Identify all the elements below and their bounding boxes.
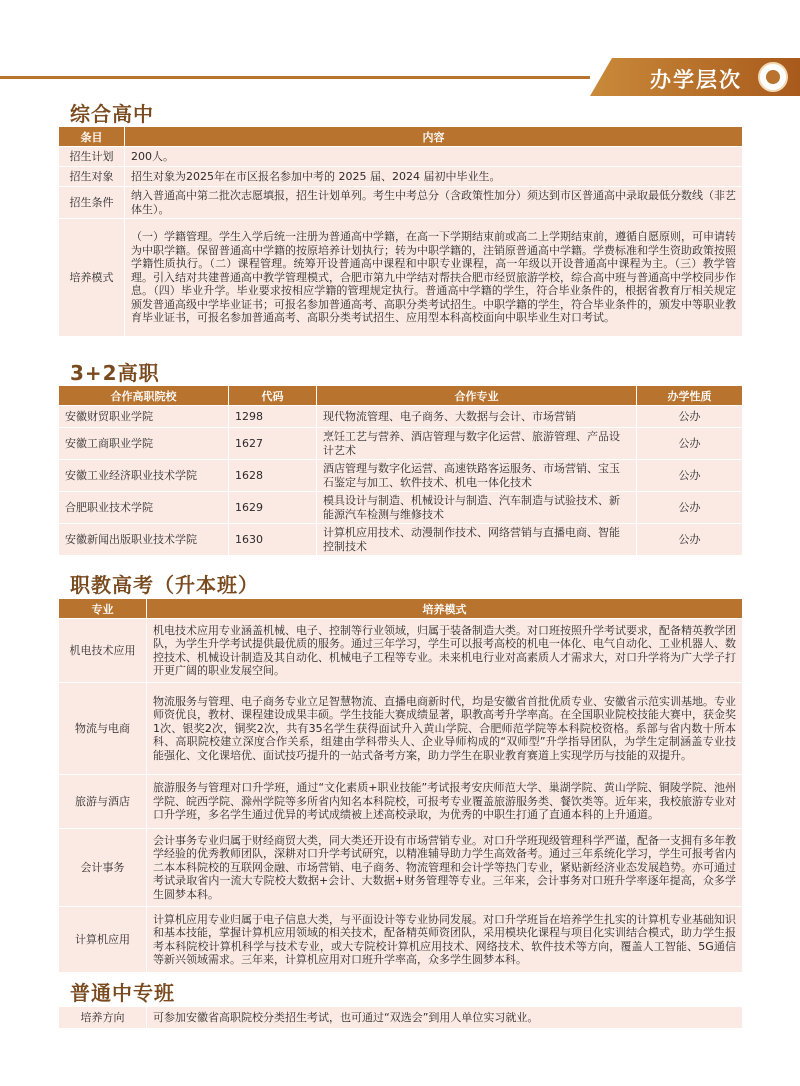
school-code: 1298 [229,406,317,428]
table-row [59,619,743,683]
major-name: 旅游与酒店 [59,775,147,829]
training-mode: 物流服务与管理、电子商务专业立足智慧物流、直播电商新时代，均是安徽省首批优质专业、安徽省示范实训基地。专业师资优良，教材、课程建设成果丰硕。学生技能大赛成绩显著，职教高考升学率高。在全国职业院校技能大赛中，获金奖1次、银奖2次，铜奖2次，共有35名学生获得面试升入黄山学院、合肥师范学院等本科院校资格。系部与省内数十所本科、高职院校建立深度合作关系，组建由学科带头人、企业导师构成的“双师型”升学指导团队，为学生定制涵盖专业技能强化、文化课培优、面试技巧提升的一站式备考方案，助力学生在职业教育赛道上实现学历与技能的双提升。 [147,683,743,775]
majors: 酒店管理与数字化运营、高速铁路客运服务、市场营销、宝玉石鉴定与加工、软件技术、机电一体化技术 [317,460,637,492]
page-title: 办学层次 [650,68,742,92]
majors: 模具设计与制造、机械设计与制造、汽车制造与试验技术、新能源汽车检测与维修技术 [317,492,637,524]
nature: 公办 [637,406,743,428]
table-row [59,406,743,428]
majors: 计算机应用技术、动漫制作技术、网络营销与直播电商、智能控制技术 [317,524,637,556]
table-row [59,187,743,219]
section-title-zhijiao: 职教高考（升本班） [70,573,259,597]
majors: 现代物流管理、电子商务、大数据与会计、市场营销 [317,406,637,428]
table-row [59,460,743,492]
school-logo-icon [758,62,788,92]
table-row [59,219,743,337]
major-name: 物流与电商 [59,683,147,775]
school-name: 安徽新闻出版职业技术学院 [59,524,229,556]
training-mode: 计算机应用专业归属于电子信息大类，与平面设计等专业协同发展。对口升学班旨在培养学生扎实的计算机专业基础知识和基本技能，掌握计算机应用领域的相关技术，配备精英师资团队，采用模块化课程与项目化实训结合模式，助力学生报考本科院校计算机科学与技术专业，或大专院校计算机应用技术、网络技术、软件技术等方向，覆盖人工智能、5G通信等新兴领域需求。三年来，计算机应用对口班升学率高，众多学生圆梦本科。 [147,907,743,973]
majors: 烹饪工艺与营养、酒店管理与数字化运营、旅游管理、产品设计艺术 [317,428,637,460]
table-row [59,683,743,775]
table-row [59,775,743,829]
major-name: 会计事务 [59,829,147,907]
school-code: 1627 [229,428,317,460]
table-putong [58,1006,743,1029]
column-header: 专业 [59,599,147,619]
school-name: 安徽工业经济职业技术学院 [59,460,229,492]
nature: 公办 [637,492,743,524]
header-rule [0,76,590,79]
table-row [59,907,743,973]
table-sanjiaer [58,385,743,556]
row-label: 培养模式 [59,219,125,337]
row-label: 招生条件 [59,187,125,219]
school-name: 安徽财贸职业学院 [59,406,229,428]
school-code: 1628 [229,460,317,492]
table-row [59,524,743,556]
training-mode: 会计事务专业归属于财经商贸大类，同大类还开设有市场营销专业。对口升学班现级管理科学严谨，配备一支拥有多年教学经验的优秀教师团队，深耕对口升学考试研究，以精准辅导助力学生高效备考。通过三年系统化学习，学生可报考省内二本本科院校的互联网金融、市场营销、电子商务、物流管理和会计学等热门专业，紧贴新经济业态发展趋势。亦可通过考试录取省内一流大专院校大数据+会计、大数据+财务管理等专业。三年来，会计事务对口班升学率逐年提高，众多学生圆梦本科。 [147,829,743,907]
row-content: 招生对象为2025年在市区报名参加中考的 2025 届、2024 届初中毕业生。 [125,167,743,187]
column-header: 条目 [59,127,125,147]
major-name: 计算机应用 [59,907,147,973]
table-row [59,428,743,460]
row-label: 培养方向 [59,1007,147,1029]
section-title-putong: 普通中专班 [70,981,175,1005]
row-content: 可参加安徽省高职院校分类招生考试，也可通过“双选会”到用人单位实习就业。 [147,1007,743,1029]
table-row [59,1007,743,1029]
row-content: 纳入普通高中第二批次志愿填报，招生计划单列。考生中考总分（含政策性加分）须达到市区普通高中录取最低分数线（非艺体生）。 [125,187,743,219]
school-code: 1629 [229,492,317,524]
column-header: 代码 [229,386,317,406]
column-header: 合作高职院校 [59,386,229,406]
table-zhijiao [58,598,743,973]
row-label: 招生对象 [59,167,125,187]
column-header: 培养模式 [147,599,743,619]
training-mode: 机电技术应用专业涵盖机械、电子、控制等行业领域，归属于装备制造大类。对口班按照升学考试要求，配备精英教学团队，为学生升学考试提供最优质的服务。通过三年学习，学生可以报考高校的机电一体化、电气自动化、工业机器人、数控技术、机械设计制造及其自动化、机械电子工程等专业。未来机电行业对高素质人才需求大，对口升学将为广大学子打开更广阔的职业发展空间。 [147,619,743,683]
major-name: 机电技术应用 [59,619,147,683]
school-name: 合肥职业技术学院 [59,492,229,524]
section-title-sanjiaer: 3+2高职 [70,361,160,385]
table-row [59,829,743,907]
school-code: 1630 [229,524,317,556]
school-name: 安徽工商职业学院 [59,428,229,460]
header-banner [0,58,800,96]
table-row [59,167,743,187]
table-row [59,147,743,167]
row-content: 200人。 [125,147,743,167]
row-label: 招生计划 [59,147,125,167]
column-header: 合作专业 [317,386,637,406]
column-header: 办学性质 [637,386,743,406]
nature: 公办 [637,524,743,556]
row-content: （一）学籍管理。学生入学后统一注册为普通高中学籍，在高一下学期结束前或高二上学期结束前，遵循自愿原则，可申请转为中职学籍。保留普通高中学籍的按原培养计划执行；转为中职学籍的，注销原普通高中学籍。学费标准和学生资助政策按照学籍性质执行。（二）课程管理。统筹开设普通高中课程和中职专业课程，高一年级以开设普通高中课程为主。（三）教学管理。引入结对共建普通高中教学管理模式，合肥市第九中学结对帮扶合肥市经贸旅游学校，综合高中班与普通高中学校同步作息。（四）毕业升学。毕业要求按相应学籍的管理规定执行。普通高中学籍的学生，符合毕业条件的，根据省教育厅相关规定颁发普通高级中学毕业证书；可报名参加普通高考、高职分类考试招生。中职学籍的学生，符合毕业条件的，颁发中等职业教育毕业证书，可报名参加普通高考、高职分类考试招生、应用型本科高校面向中职毕业生对口考试。 [125,219,743,337]
column-header: 内容 [125,127,743,147]
table-zonghe [58,126,743,337]
section-title-zonghe: 综合高中 [70,102,154,126]
nature: 公办 [637,460,743,492]
training-mode: 旅游服务与管理对口升学班，通过“文化素质+职业技能”考试报考安庆师范大学、巢湖学院、黄山学院、铜陵学院、池州学院、皖西学院、滁州学院等多所省内知名本科院校，可报考专业覆盖旅游服务类、餐饮类等。近年来，我校旅游专业对口升学班，多名学生通过优异的考试成绩被上述高校录取，为优秀的中职生打通了直通本科的上升通道。 [147,775,743,829]
nature: 公办 [637,428,743,460]
table-row [59,492,743,524]
